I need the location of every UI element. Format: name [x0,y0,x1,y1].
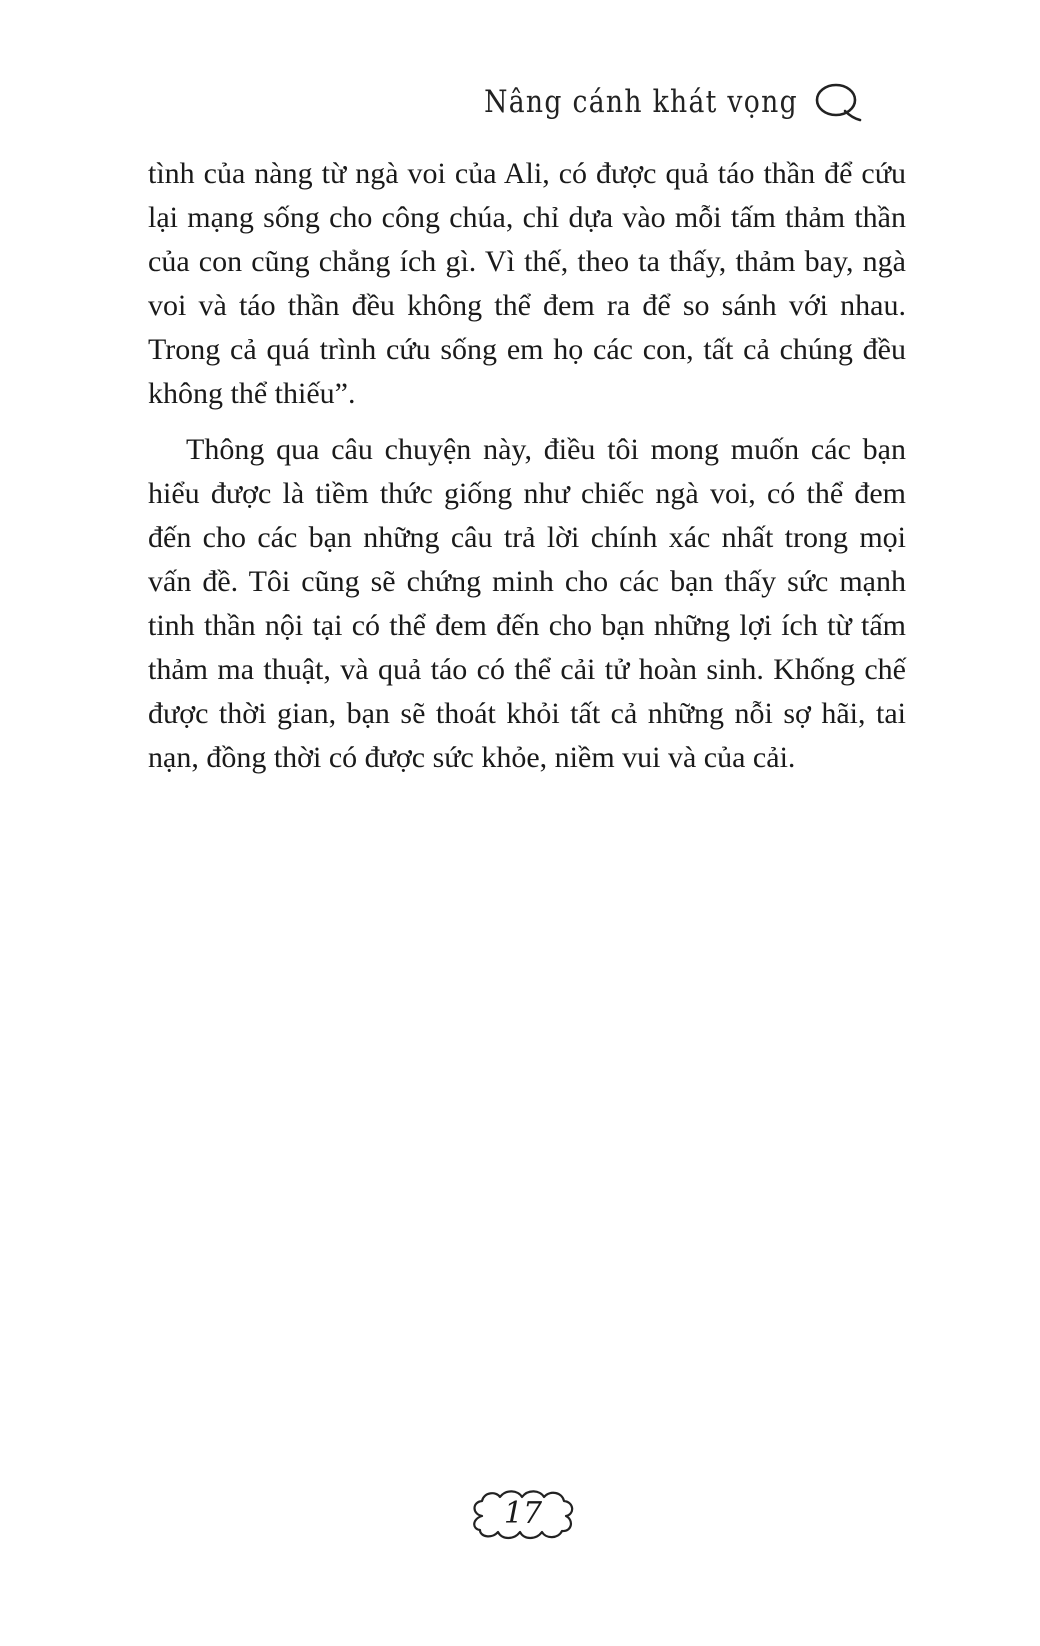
page-number-badge [468,1486,578,1542]
paragraph-continued: tình của nàng từ ngà voi của Ali, có được quả táo thần để cứu lại mạng sống cho công chúa, chỉ dựa vào mỗi tấm thảm thần của con cũng chẳng ích gì. Vì thế, theo ta thấy, thảm bay, ngà voi và táo thần đều không thể đem ra để so sánh với nhau. Trong cả quá trình cứu sống em họ các con, tất cả chúng đều không thể thiếu”. [148,157,906,410]
body-text [148,152,906,792]
running-header [433,78,864,126]
page-number: 17 [503,1496,543,1531]
running-header-title: Nâng cánh khát vọng [484,84,798,120]
paragraph: Thông qua câu chuyện này, điều tôi mong muốn các bạn hiểu được là tiềm thức giống như chiếc ngà voi, có thể đem đến cho các bạn những câu trả lời chính xác nhất trong mọi vấn đề. Tôi cũng sẽ chứng minh cho các bạn thấy sức mạnh tinh thần nội tại có thể đem đến cho bạn những lợi ích từ tấm thảm ma thuật, và quả táo có thể cải tử hoàn sinh. Khống chế được thời gian, bạn sẽ thoát khỏi tất cả những nỗi sợ hãi, tai nạn, đồng thời có được sức khỏe, niềm vui và của cải. [148,433,906,774]
magnifier-q-icon [812,78,864,126]
